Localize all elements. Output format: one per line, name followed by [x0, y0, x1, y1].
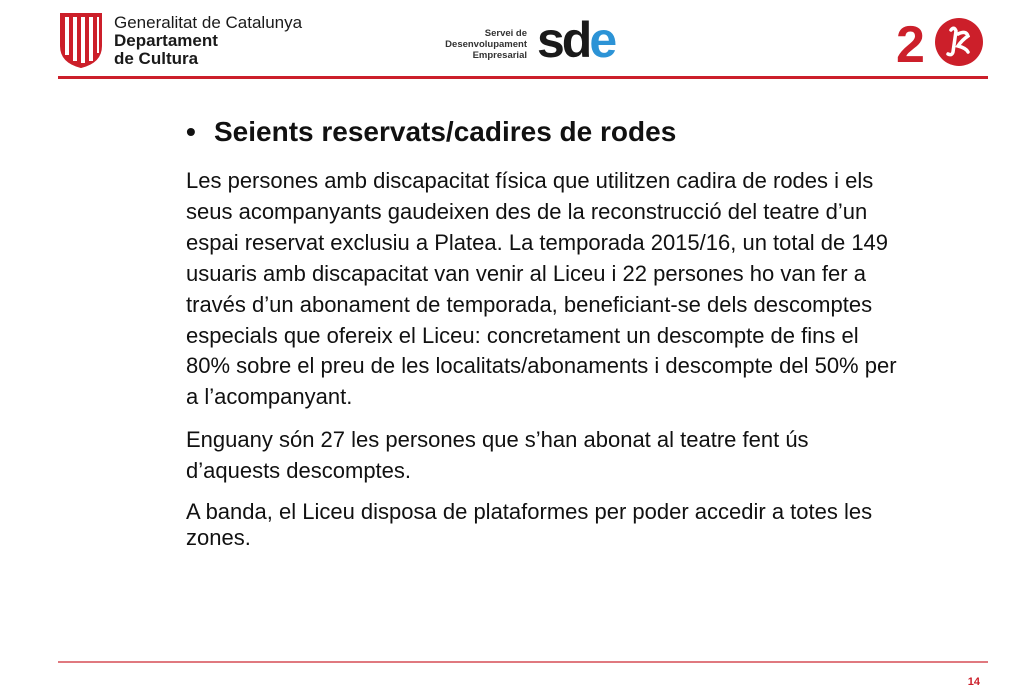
liceu-20-anniversary-logo-icon	[896, 16, 986, 68]
paragraph-description: Les persones amb discapacitat física que utilitzen cadira de rodes i els seus acompanyants gaudeixen des de la reconstrucció del teatre d’un espai reservat exclusiu a Platea. La temporada 2015/16, un total de 149 usuaris amb discapacitat van venir al Liceu i 22 persones ho van fer a través d’un abonament de temporada, beneficiant-se dels descomptes especials que ofereix el Liceu: concretament un descompte de fins el 80% sobre el preu de les localitats/abonaments i descompte del 50% per a l’acompanyant.	[186, 168, 897, 410]
sde-wordmark-sd: sd	[537, 12, 590, 68]
sde-line-3: Empresarial	[472, 50, 527, 61]
page-number: 14	[967, 676, 980, 688]
slide-content	[186, 114, 906, 563]
paragraph-subscribers: Enguany són 27 les persones que s’han abonat al teatre fent ús d’aquests descomptes.	[186, 427, 809, 484]
catalonia-seal-icon	[58, 12, 104, 68]
department-label: Departament	[114, 31, 218, 50]
gencat-name: Generalitat de Catalunya	[114, 13, 303, 32]
slide-header	[0, 0, 1024, 80]
slide-heading	[186, 114, 906, 150]
slide-heading-text: Seients reservats/cadires de rodes	[214, 116, 677, 147]
sde-logo	[437, 12, 617, 68]
sde-line-1: Servei de	[484, 28, 527, 39]
paragraph-platforms: A banda, el Liceu disposa de plataformes per poder accedir a totes les zones.	[186, 499, 873, 551]
bullet-marker: •	[186, 116, 196, 147]
department-name: de Cultura	[114, 49, 199, 68]
sde-wordmark-e: e	[589, 12, 615, 68]
sde-line-2: Desenvolupament	[445, 39, 527, 50]
sde-wordmark	[537, 14, 614, 66]
header-divider	[58, 76, 988, 79]
svg-text:2: 2	[896, 16, 925, 68]
footer-divider	[58, 661, 988, 663]
